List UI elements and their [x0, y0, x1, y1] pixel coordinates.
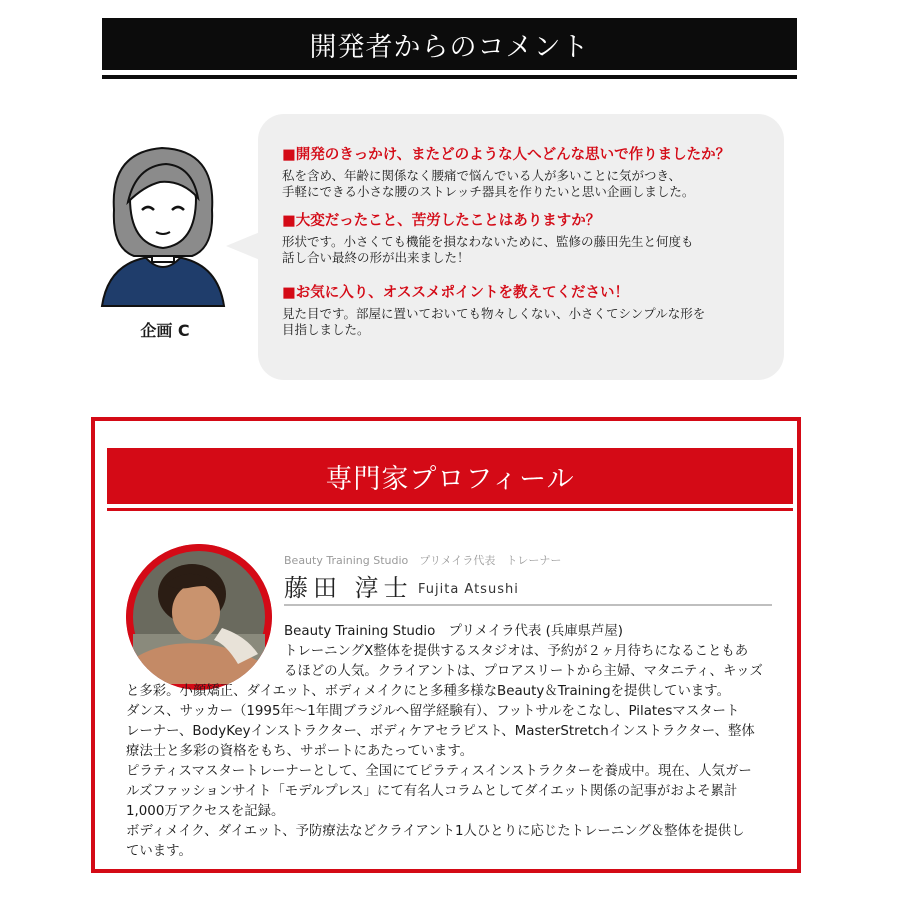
name-underline	[284, 604, 772, 606]
bio-line: ルズファッションサイト「モデルプレス」にて有名人コラムとしてダイエット関係の記事がおよそ累計	[126, 784, 738, 799]
qa-answer-line: 手軽にできる小さな腰のストレッチ器具を作りたいと思い企画しました。	[282, 183, 695, 199]
qa-question: ■お気に入り、オススメポイントを教えてください！	[282, 285, 630, 301]
qa-answer-line: 見た目です。部屋に置いておいても物々しくない、小さくてシンプルな形を	[282, 306, 706, 321]
bio-line: 療法士と多彩の資格をもち、サポートにあたっています。	[126, 744, 474, 759]
profile-heading-rule	[107, 508, 793, 511]
bio-line: ダンス、サッカー（1995年～1年間ブラジルへ留学経験有）、フットサルをこなし、Pilatesマスタート	[126, 704, 740, 719]
qa-item	[282, 284, 772, 337]
expert-name-romanized: Fujita Atsushi	[418, 582, 519, 597]
qa-answer	[282, 306, 772, 337]
profile-heading: 専門家プロフィール	[107, 448, 793, 504]
expert-subtitle: Beauty Training Studio プリメイラ代表 トレーナー	[284, 554, 562, 567]
bio-line: トレーニングX整体を提供するスタジオは、予約が２ヶ月待ちになることもあ	[284, 644, 749, 659]
qa-answer-line: 話し合い最終の形が出来ました！	[282, 249, 470, 265]
bio-line: ています。	[126, 844, 192, 859]
bio-line: と多彩。小顔矯正、ダイエット、ボディメイクにと多種多様なBeauty＆Trainingを提供しています。	[126, 684, 731, 699]
dev-comment-rule	[102, 75, 797, 79]
qa-answer-line: 私を含め、年齢に関係なく腰痛で悩んでいる人が多いことに気がつき、	[282, 168, 682, 183]
expert-name-japanese: 藤田 淳士	[284, 574, 413, 602]
developer-caption: 企画 C	[140, 321, 190, 340]
dev-comment-heading: 開発者からのコメント	[102, 18, 797, 70]
bio-line: ピラティスマスタートレーナーとして、全国にてピラティスインストラクターを養成中。現在、人気ガー	[126, 764, 752, 779]
bio-line: レーナー、BodyKeyインストラクター、ボディケアセラピスト、MasterStretchインストラクター、整体	[126, 724, 755, 739]
expert-biography	[126, 622, 776, 862]
bio-line: Beauty Training Studio プリメイラ代表 (兵庫県芦屋)	[284, 624, 624, 639]
qa-item	[282, 212, 772, 265]
bio-line: るほどの人気。クライアントは、プロアスリートから主婦、マタニティ、キッズ	[284, 664, 763, 679]
bio-line: ボディメイク、ダイエット、予防療法などクライアント1人ひとりに応じたトレーニング＆整体を提供し	[126, 824, 745, 839]
speech-bubble-tail	[226, 232, 260, 260]
developer-avatar-illustration	[96, 140, 230, 316]
qa-item	[282, 146, 772, 199]
qa-answer-line: 目指しました。	[282, 321, 370, 337]
qa-question: ■開発のきっかけ、またどのような人へどんな思いで作りましたか？	[282, 147, 731, 163]
bio-line: 1,000万アクセスを記録。	[126, 804, 285, 819]
qa-answer	[282, 168, 772, 199]
qa-answer-line: 形状です。小さくても機能を損なわないために、監修の藤田先生と何度も	[282, 234, 694, 249]
qa-answer	[282, 234, 772, 265]
qa-question: ■大変だったこと、苦労したことはありますか？	[282, 213, 601, 229]
